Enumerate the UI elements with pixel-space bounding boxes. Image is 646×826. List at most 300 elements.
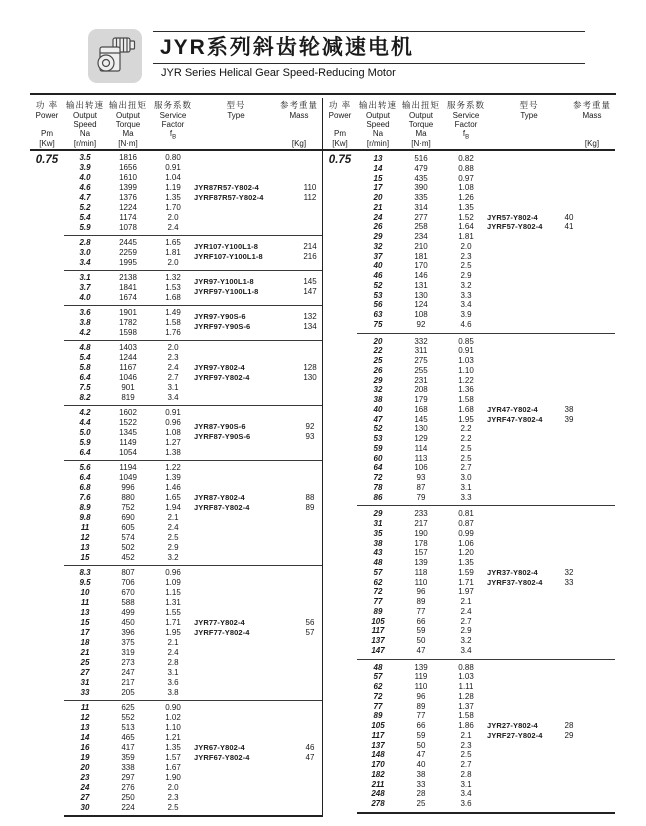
- model-type: JYR57-Y802-4: [487, 212, 538, 222]
- table-row: [357, 711, 615, 721]
- output-speed-value: 3.7: [79, 283, 91, 292]
- type-mass-block: [194, 493, 328, 513]
- output-torque-value: 502: [121, 543, 135, 552]
- output-speed-value: 8.2: [79, 393, 91, 402]
- output-speed-value: 5.9: [79, 223, 91, 232]
- service-factor-value: 2.7: [167, 373, 179, 382]
- gear-ratio-group: [357, 505, 615, 658]
- output-torque-value: 130: [414, 424, 428, 434]
- service-factor-value: 1.35: [458, 558, 474, 567]
- table-row: [357, 750, 615, 760]
- output-torque-value: 359: [121, 753, 135, 762]
- output-torque-value: 465: [121, 733, 135, 742]
- output-speed-value: 27: [80, 668, 90, 677]
- type-mass-block: [194, 743, 328, 763]
- mass-value: 214: [303, 242, 317, 251]
- output-speed-value: 43: [373, 548, 383, 558]
- table-row: [357, 366, 615, 376]
- output-speed-value: 24: [80, 783, 90, 792]
- service-factor-value: 1.86: [458, 721, 474, 730]
- output-speed-value: 3.0: [79, 248, 91, 257]
- column-header-cn: 型号: [519, 100, 539, 110]
- output-torque-value: 50: [416, 740, 426, 750]
- output-speed-value: 13: [373, 154, 383, 163]
- column-header-unit: [N·m]: [411, 139, 431, 148]
- service-factor-value: 0.97: [458, 173, 474, 183]
- service-factor-value: 0.99: [458, 528, 474, 538]
- service-factor-value: 0.96: [165, 418, 181, 427]
- table-row: [357, 548, 615, 558]
- service-factor-value: 1.04: [165, 173, 181, 182]
- output-torque-value: 375: [121, 638, 135, 647]
- service-factor-value: 3.1: [460, 779, 472, 789]
- table-row: [357, 154, 615, 164]
- output-speed-value: 248: [371, 789, 385, 799]
- output-speed-value: 9.5: [79, 578, 91, 587]
- mass-value: 112: [303, 193, 317, 202]
- table-row: [357, 493, 615, 503]
- table-body: [30, 151, 322, 817]
- table-row: [357, 646, 615, 656]
- output-torque-value: 588: [121, 598, 135, 607]
- column-header-unit: [Kw]: [332, 139, 348, 148]
- output-torque-value: 114: [414, 443, 428, 453]
- table-row: [357, 261, 615, 271]
- table-column-headers: [30, 98, 322, 151]
- column-header-unit: [r/min]: [366, 139, 390, 148]
- output-torque-value: 1376: [119, 193, 137, 202]
- output-torque-value: 231: [414, 375, 428, 385]
- table-row: [357, 789, 615, 799]
- service-factor-value: 3.2: [460, 280, 472, 290]
- service-factor-value: 0.82: [458, 154, 474, 163]
- type-mass-row: [487, 405, 587, 415]
- column-header-symbol: [196, 129, 276, 139]
- column-header-cn: 参考重量: [572, 100, 611, 110]
- service-factor-value: 1.28: [458, 691, 474, 701]
- service-factor-value: 3.1: [167, 383, 179, 392]
- column-header-cn: 服务系数: [446, 100, 485, 110]
- service-factor-value: 2.1: [167, 638, 179, 647]
- output-torque-value: 314: [414, 202, 428, 212]
- output-torque-value: 118: [414, 567, 428, 577]
- output-speed-value: 13: [80, 543, 90, 552]
- mass-value: 88: [305, 493, 315, 502]
- table-row: [357, 242, 615, 252]
- output-torque-value: 625: [121, 703, 135, 712]
- output-speed-value: 18: [80, 638, 90, 647]
- service-factor-value: 2.2: [460, 434, 472, 443]
- output-speed-value: 14: [80, 733, 90, 742]
- output-torque-value: 396: [121, 628, 135, 637]
- output-torque-value: 139: [414, 558, 428, 567]
- service-factor-value: 1.97: [458, 587, 474, 597]
- column-header-en: Output Speed: [365, 111, 390, 129]
- output-speed-value: 4.6: [79, 183, 91, 192]
- table-row: [64, 408, 322, 418]
- service-factor-value: 2.9: [460, 626, 472, 636]
- type-mass-row: [487, 213, 587, 223]
- service-factor-value: 1.58: [165, 318, 181, 327]
- output-speed-value: 72: [373, 587, 383, 597]
- service-factor-value: 2.1: [460, 597, 472, 606]
- type-mass-row: [487, 568, 587, 578]
- output-speed-value: 33: [80, 688, 90, 697]
- output-speed-value: 117: [371, 730, 385, 740]
- output-speed-value: 25: [80, 658, 90, 667]
- mass-value: 132: [303, 312, 317, 321]
- column-header-symbol: Ma: [122, 129, 134, 138]
- output-torque-value: 276: [121, 783, 135, 792]
- table-row: [357, 252, 615, 262]
- output-torque-value: 2445: [119, 238, 137, 247]
- model-type: JYR87-Y802-4: [194, 493, 245, 502]
- type-mass-block: [487, 405, 587, 425]
- table-row: [357, 310, 615, 320]
- service-factor-value: 1.11: [458, 682, 474, 691]
- output-speed-value: 47: [373, 414, 383, 424]
- table-row: [357, 682, 615, 692]
- table-row: [357, 558, 615, 568]
- output-torque-value: 87: [416, 482, 426, 492]
- column-header-cn: 功 率: [35, 100, 59, 110]
- output-speed-value: 11: [80, 523, 90, 532]
- mass-value: 128: [303, 363, 317, 372]
- output-torque-value: 247: [121, 668, 135, 677]
- output-speed-value: 24: [373, 212, 383, 222]
- mass-value: 39: [564, 414, 574, 424]
- service-factor-value: 1.35: [165, 193, 181, 202]
- table-row: [357, 626, 615, 636]
- service-factor-value: 3.0: [460, 473, 472, 482]
- output-speed-value: 59: [373, 443, 383, 453]
- type-mass-row: [194, 432, 328, 442]
- table-row: [64, 678, 322, 688]
- output-torque-value: 170: [414, 261, 428, 271]
- mass-value: 29: [564, 730, 574, 740]
- output-torque-value: 605: [121, 523, 135, 532]
- service-factor-value: 2.0: [167, 258, 179, 267]
- output-speed-value: 15: [80, 618, 90, 627]
- mass-value: 89: [305, 503, 315, 512]
- gear-ratio-group: [64, 151, 322, 235]
- output-speed-value: 38: [373, 395, 383, 404]
- service-factor-value: 3.3: [460, 290, 472, 300]
- output-torque-value: 670: [121, 588, 135, 597]
- table-row: [357, 281, 615, 291]
- table-row: [357, 232, 615, 242]
- table-row: [64, 543, 322, 553]
- output-torque-value: 516: [414, 154, 428, 163]
- gear-ratio-group: [64, 460, 322, 565]
- model-type: JYRF87-Y802-4: [194, 503, 250, 512]
- table-row: [357, 587, 615, 597]
- output-speed-value: 147: [371, 645, 385, 655]
- service-factor-value: 1.37: [458, 701, 474, 711]
- table-row: [357, 473, 615, 483]
- column-header: [323, 100, 357, 149]
- output-torque-value: 273: [121, 658, 135, 667]
- column-header-cn: 输出转速: [358, 100, 397, 110]
- column-header-en: Type: [227, 111, 245, 120]
- type-mass-row: [194, 322, 328, 332]
- model-type: JYRF27-Y802-4: [487, 730, 543, 740]
- output-torque-value: 1149: [119, 438, 137, 447]
- output-speed-value: 4.2: [79, 328, 91, 337]
- type-mass-row: [194, 493, 328, 503]
- output-speed-value: 26: [373, 365, 383, 375]
- table-row: [357, 346, 615, 356]
- service-factor-value: 3.3: [460, 492, 472, 502]
- table-row: [64, 578, 322, 588]
- table-row: [357, 780, 615, 790]
- column-header-cn: 输出转速: [65, 100, 104, 110]
- table-row: [357, 300, 615, 310]
- column-header-symbol: [569, 129, 615, 139]
- column-header-cn: 输出扭矩: [401, 100, 440, 110]
- output-torque-value: 130: [414, 290, 428, 300]
- output-torque-value: 178: [414, 538, 428, 548]
- column-header: [569, 100, 615, 149]
- gear-ratio-group: [64, 235, 322, 270]
- column-header-en: Mass: [289, 111, 309, 120]
- output-torque-value: 89: [416, 701, 426, 711]
- type-mass-block: [194, 422, 328, 442]
- output-torque-value: 255: [414, 365, 428, 375]
- output-speed-value: 78: [373, 482, 383, 492]
- service-factor-value: 3.4: [460, 645, 472, 655]
- output-torque-value: 66: [416, 721, 426, 730]
- service-factor-value: 1.64: [458, 222, 474, 232]
- output-speed-value: 40: [373, 261, 383, 271]
- model-type: JYRF97-Y100L1-8: [194, 287, 259, 296]
- column-header-cn: 功 率: [328, 100, 352, 110]
- output-torque-value: 157: [414, 548, 428, 558]
- output-speed-value: 5.4: [79, 213, 91, 222]
- output-speed-value: 5.8: [79, 363, 91, 372]
- column-header-en: Service Factor: [452, 111, 480, 129]
- service-factor-value: 0.91: [165, 408, 181, 417]
- output-torque-value: 108: [414, 310, 428, 319]
- output-torque-value: 1399: [119, 183, 137, 192]
- service-factor-value: 1.58: [458, 711, 474, 721]
- column-header-cn: 输出扭矩: [108, 100, 147, 110]
- table-row: [357, 193, 615, 203]
- table-row: [64, 393, 322, 403]
- table-row: [64, 383, 322, 393]
- type-mass-block: [194, 277, 328, 297]
- service-factor-value: 1.32: [165, 273, 181, 282]
- output-speed-value: 31: [80, 678, 90, 687]
- output-torque-value: 205: [121, 688, 135, 697]
- service-factor-value: 3.4: [167, 393, 179, 402]
- column-header-symbol: $f_B$: [169, 129, 177, 141]
- column-header-unit: [r/min]: [73, 139, 97, 148]
- table-row: [357, 529, 615, 539]
- table-row: [64, 553, 322, 563]
- output-speed-value: 26: [373, 222, 383, 232]
- output-torque-value: 129: [414, 434, 428, 443]
- output-torque-value: 234: [414, 232, 428, 241]
- table-left-half: [30, 98, 322, 817]
- output-torque-value: 2138: [119, 273, 137, 282]
- output-torque-value: 552: [121, 713, 135, 722]
- output-torque-value: 1174: [119, 213, 137, 222]
- output-speed-value: 9.8: [79, 513, 91, 522]
- service-factor-value: 1.49: [165, 308, 181, 317]
- table-row: [64, 173, 322, 183]
- service-factor-value: 2.1: [167, 513, 179, 522]
- column-header-unit: [Kg]: [584, 139, 600, 148]
- service-factor-value: 3.2: [167, 553, 179, 562]
- table-row: [357, 663, 615, 673]
- gear-ratio-group: [64, 340, 322, 405]
- service-factor-value: 1.31: [165, 598, 181, 607]
- table-row: [64, 783, 322, 793]
- type-mass-row: [194, 618, 328, 628]
- column-header-unit: [489, 139, 569, 149]
- output-torque-value: 880: [121, 493, 135, 502]
- table-row: [357, 174, 615, 184]
- output-torque-value: 168: [414, 404, 428, 414]
- output-speed-value: 53: [373, 434, 383, 443]
- mass-value: 93: [305, 432, 315, 441]
- column-header-unit: [N·m]: [118, 139, 138, 148]
- output-torque-value: 33: [416, 779, 426, 789]
- service-factor-value: 1.08: [458, 183, 474, 193]
- column-header-unit: [Kw]: [39, 139, 55, 148]
- gear-ratio-group: [64, 565, 322, 700]
- output-speed-value: 6.4: [79, 473, 91, 482]
- output-speed-value: 29: [373, 509, 383, 519]
- output-speed-value: 3.8: [79, 318, 91, 327]
- service-factor-value: 1.67: [165, 763, 181, 772]
- table-row: [357, 164, 615, 174]
- mass-value: 40: [564, 212, 574, 222]
- output-speed-value: 25: [373, 356, 383, 365]
- table-row: [357, 519, 615, 529]
- service-factor-value: 1.68: [165, 293, 181, 302]
- table-row: [357, 636, 615, 646]
- output-speed-value: 37: [373, 251, 383, 261]
- type-mass-row: [487, 731, 587, 741]
- output-speed-value: 148: [371, 750, 385, 760]
- output-torque-value: 96: [416, 691, 426, 701]
- output-torque-value: 1244: [119, 353, 137, 362]
- model-type: JYRF87R57-Y802-4: [194, 193, 264, 202]
- mass-value: 32: [564, 567, 574, 577]
- table-row: [357, 337, 615, 347]
- service-factor-value: 1.27: [165, 438, 181, 447]
- output-torque-value: 1054: [119, 448, 137, 457]
- output-torque-value: 28: [416, 789, 426, 799]
- table-row: [357, 463, 615, 473]
- output-speed-value: 77: [373, 701, 383, 711]
- type-mass-row: [194, 287, 328, 297]
- output-speed-value: 6.4: [79, 373, 91, 382]
- gear-ratio-group: [64, 305, 322, 340]
- output-speed-value: 182: [371, 769, 385, 779]
- output-speed-value: 13: [80, 608, 90, 617]
- service-factor-value: 1.09: [165, 578, 181, 587]
- output-speed-value: 27: [80, 793, 90, 802]
- output-torque-value: 106: [414, 463, 428, 473]
- output-speed-value: 62: [373, 682, 383, 691]
- service-factor-value: 0.80: [165, 153, 181, 162]
- output-speed-value: 17: [373, 183, 383, 193]
- table-row: [357, 271, 615, 281]
- column-header: [489, 100, 569, 149]
- output-torque-value: 217: [121, 678, 135, 687]
- type-mass-row: [194, 242, 328, 252]
- output-torque-value: 146: [414, 271, 428, 280]
- model-type: JYR27-Y802-4: [487, 721, 538, 730]
- service-factor-value: 2.9: [460, 271, 472, 280]
- service-factor-value: 3.4: [460, 300, 472, 310]
- output-torque-value: 417: [121, 743, 135, 752]
- table-row: [357, 509, 615, 519]
- service-factor-value: 2.8: [460, 769, 472, 779]
- service-factor-value: 1.68: [458, 404, 474, 414]
- mass-value: 216: [303, 252, 317, 261]
- service-factor-value: 1.21: [165, 733, 181, 742]
- type-mass-row: [487, 222, 587, 232]
- gear-ratio-group: [357, 151, 615, 333]
- service-factor-value: 1.90: [165, 773, 181, 782]
- table-row: [357, 385, 615, 395]
- output-speed-value: 46: [373, 271, 383, 280]
- service-factor-value: 2.1: [460, 730, 472, 740]
- service-factor-value: 1.06: [458, 538, 474, 548]
- output-speed-value: 60: [373, 453, 383, 463]
- page-subtitle: JYR Series Helical Gear Speed-Reducing Motor: [161, 67, 396, 79]
- table-row: [64, 638, 322, 648]
- model-type: JYR47-Y802-4: [487, 404, 538, 414]
- type-mass-block: [487, 213, 587, 233]
- service-factor-value: 2.5: [460, 261, 472, 271]
- column-header: [276, 100, 322, 149]
- model-type: JYRF97-Y802-4: [194, 373, 250, 382]
- output-torque-value: 319: [121, 648, 135, 657]
- output-torque-value: 1816: [119, 153, 137, 162]
- table-row: [64, 533, 322, 543]
- output-speed-value: 21: [80, 648, 90, 657]
- output-speed-value: 17: [80, 628, 90, 637]
- service-factor-value: 1.95: [165, 628, 181, 637]
- service-factor-value: 1.71: [165, 618, 181, 627]
- output-torque-value: 1901: [119, 308, 137, 317]
- output-speed-value: 20: [373, 193, 383, 202]
- output-speed-value: 57: [373, 567, 383, 577]
- output-speed-value: 75: [373, 319, 383, 329]
- output-torque-value: 338: [121, 763, 135, 772]
- column-header: [30, 100, 64, 149]
- table-column-headers: [323, 98, 615, 151]
- service-factor-value: 1.55: [165, 608, 181, 617]
- header-divider: [30, 93, 616, 95]
- output-torque-value: 38: [416, 769, 426, 779]
- service-factor-value: 1.26: [458, 193, 474, 202]
- output-speed-value: 3.4: [79, 258, 91, 267]
- output-speed-value: 5.0: [79, 428, 91, 437]
- service-factor-value: 0.81: [458, 509, 474, 519]
- table-row: [64, 343, 322, 353]
- output-torque-value: 124: [414, 300, 428, 310]
- model-type: JYRF107-Y100L1-8: [194, 252, 263, 261]
- column-header-symbol: [489, 129, 569, 139]
- output-torque-value: 92: [416, 319, 426, 329]
- table-row: [64, 763, 322, 773]
